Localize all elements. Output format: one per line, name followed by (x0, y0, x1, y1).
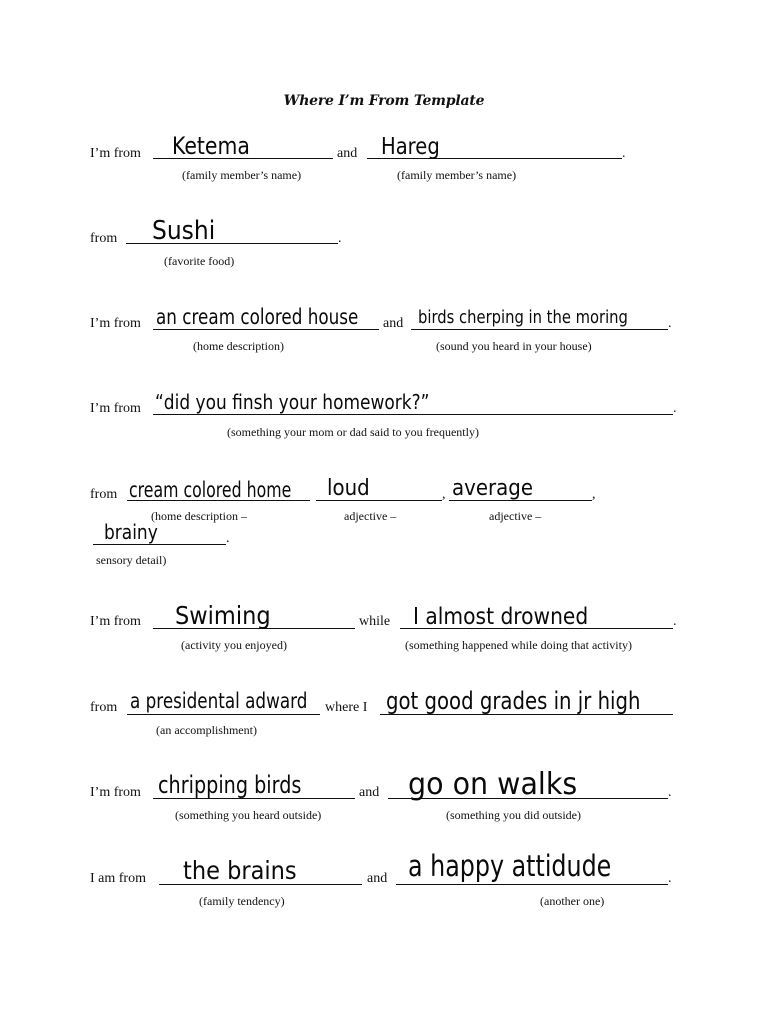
caption-home-description: (home description) (193, 339, 284, 353)
caption-did-outside: (something you did outside) (446, 808, 581, 822)
period: . (226, 531, 230, 546)
blank-mom-dad-said[interactable] (153, 414, 673, 415)
prompt-and-1: and (337, 146, 358, 161)
answer-did-outside: go on walks (408, 767, 578, 802)
blank-sensory-detail[interactable] (93, 544, 226, 545)
answer-accomplishment: a presidental adward (130, 689, 308, 713)
answer-family-tendency: the brains (183, 856, 297, 885)
answer-happened: I almost drowned (413, 604, 589, 630)
answer-heard-outside: chripping birds (158, 771, 302, 799)
caption-home-description-dash: (home description – (151, 509, 247, 523)
caption-family-tendency: (family tendency) (199, 894, 285, 908)
caption-family-member-2: (family member’s name) (397, 168, 517, 182)
caption-sensory-detail: sensory detail) (96, 553, 167, 567)
answer-sensory-detail: brainy (104, 520, 158, 544)
answer-adjective-1: loud (327, 476, 370, 501)
prompt-im-from-3: I’m from (90, 316, 141, 331)
answer-family-member-1: Ketema (172, 132, 250, 160)
answer-sound: birds cherping in the moring (418, 307, 628, 328)
comma: , (592, 487, 596, 502)
answer-home-description-2: cream colored home (129, 478, 292, 502)
caption-favorite-food: (favorite food) (164, 254, 235, 268)
blank-another-one[interactable] (396, 884, 668, 885)
prompt-and-3: and (383, 316, 404, 331)
answer-adjective-2: average (452, 476, 534, 501)
answer-where-i: got good grades in jr high (386, 687, 641, 715)
period: . (338, 231, 342, 246)
answer-another-one: a happy attidude (408, 849, 612, 883)
answer-mom-dad-said: “did you finsh your homework?” (155, 390, 430, 414)
answer-family-member-2: Hareg (381, 134, 440, 160)
caption-accomplishment: (an accomplishment) (156, 723, 257, 737)
prompt-im-from-8: I’m from (90, 785, 141, 800)
caption-adjective-1: adjective – (344, 509, 397, 523)
period: . (673, 614, 677, 629)
comma: , (442, 487, 446, 502)
prompt-im-from-6: I’m from (90, 614, 141, 629)
prompt-where-i: where I (325, 700, 368, 715)
prompt-from-5: from (90, 487, 118, 502)
caption-adjective-2: adjective – (489, 509, 542, 523)
blank-home-description[interactable] (153, 329, 379, 330)
caption-mom-dad-said: (something your mom or dad said to you frequently) (227, 425, 479, 439)
prompt-and-9: and (367, 871, 388, 886)
period: . (622, 146, 626, 161)
blank-accomplishment[interactable] (127, 714, 320, 715)
prompt-from-2: from (90, 231, 118, 246)
caption-heard-outside: (something you heard outside) (175, 808, 322, 822)
caption-another-one: (another one) (540, 894, 605, 908)
blank-sound[interactable] (411, 329, 668, 330)
answer-favorite-food: Sushi (152, 216, 216, 246)
prompt-im-from-1: I’m from (90, 146, 141, 161)
period: . (673, 401, 677, 416)
answer-home-description: an cream colored house (156, 305, 359, 329)
period: . (668, 316, 672, 331)
caption-family-member-1: (family member’s name) (182, 168, 302, 182)
answer-activity: Swiming (175, 601, 271, 630)
prompt-while: while (359, 614, 391, 629)
prompt-i-am-from: I am from (90, 871, 146, 886)
prompt-and-8: and (359, 785, 380, 800)
period: . (668, 871, 672, 886)
page-title: Where I’m From Template (283, 93, 485, 109)
prompt-im-from-4: I’m from (90, 401, 141, 416)
caption-sound: (sound you heard in your house) (436, 339, 592, 353)
caption-happened: (something happened while doing that activity) (405, 638, 632, 652)
caption-activity: (activity you enjoyed) (181, 638, 287, 652)
period: . (668, 785, 672, 800)
prompt-from-7: from (90, 700, 118, 715)
